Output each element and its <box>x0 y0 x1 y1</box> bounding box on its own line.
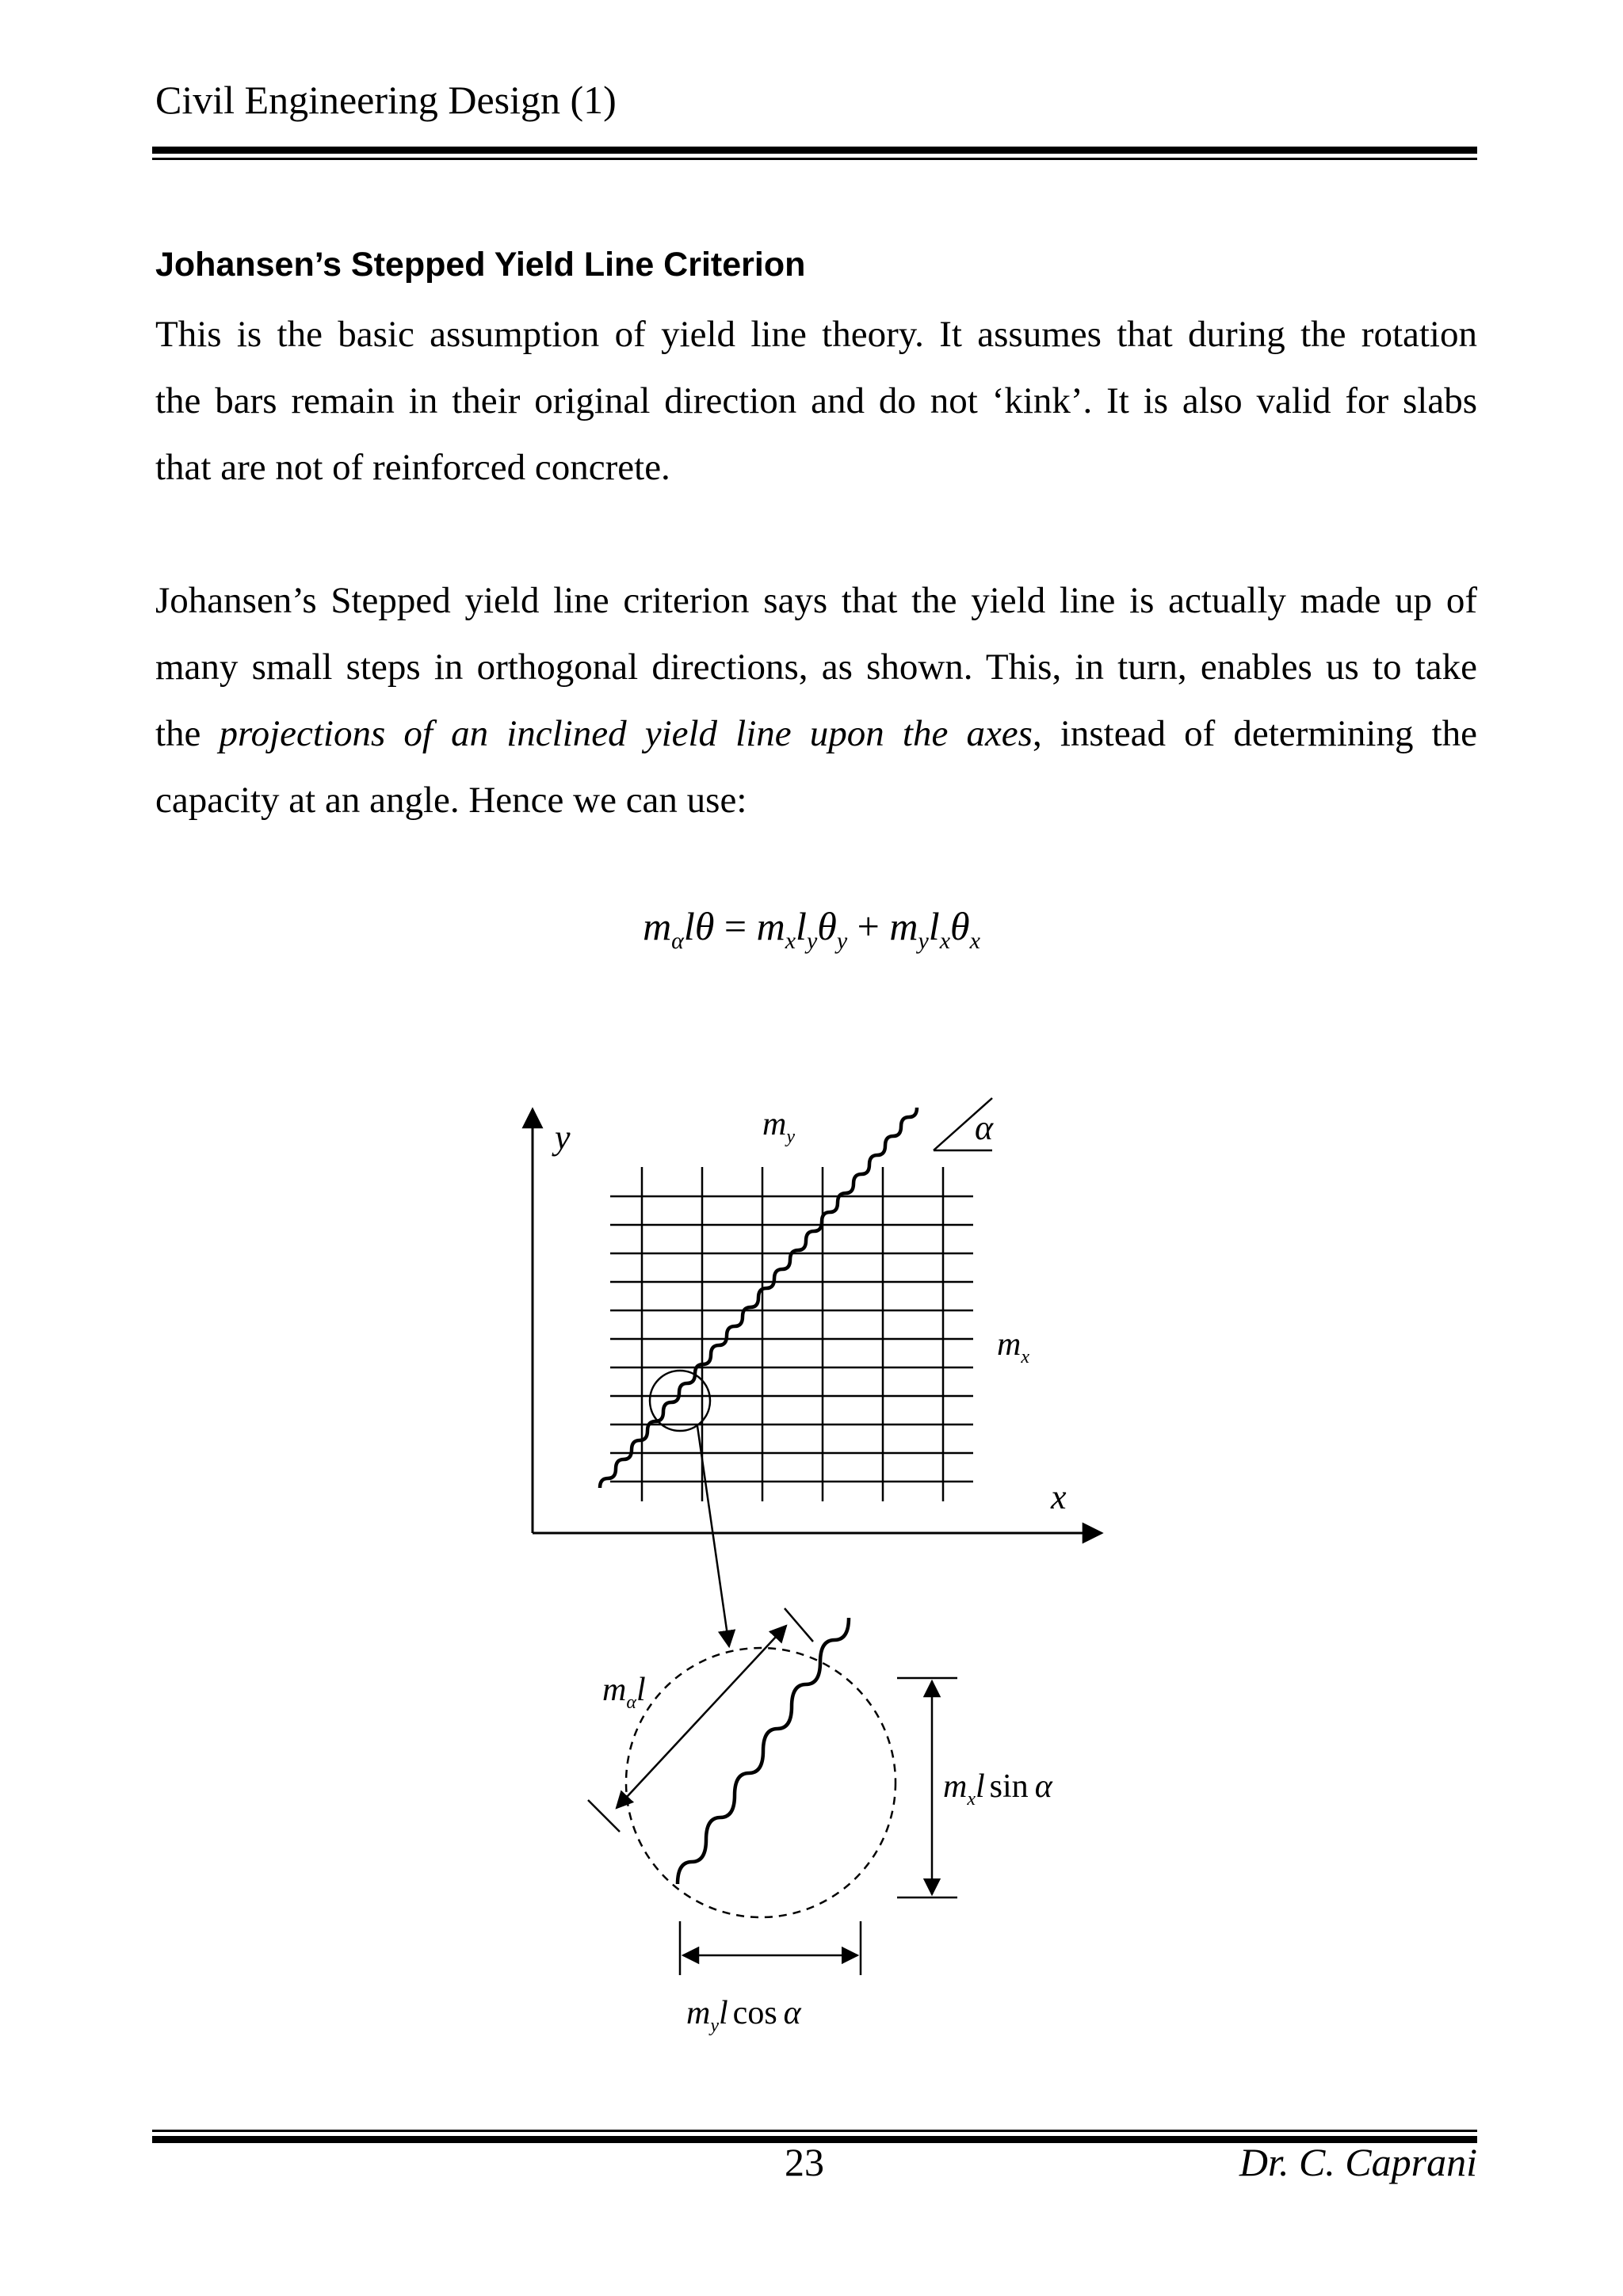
reinforcement-grid <box>610 1167 973 1501</box>
eq-subscript: y <box>836 928 848 954</box>
detail-marker-circle <box>650 1371 710 1431</box>
diagonal-dimension-tick <box>785 1608 813 1642</box>
diagonal-dimension-line <box>617 1626 786 1808</box>
eq-symbol: θ <box>950 904 970 948</box>
eq-subscript: x <box>969 928 980 954</box>
detail-leader-arrow <box>697 1426 729 1646</box>
eq-subscript: y <box>918 928 929 954</box>
detail-yield-line <box>678 1618 849 1884</box>
eq-subscript: x <box>785 928 796 954</box>
eq-symbol: l <box>796 904 807 948</box>
text-line: Johansen’s Stepped yield line criterion says that the yield line is actually made up of <box>155 580 1477 621</box>
my-label: $m_y$ <box>762 1106 795 1147</box>
eq-symbol: θ <box>694 904 715 948</box>
eq-subscript: y <box>806 928 818 954</box>
text-fragment: the <box>155 713 220 754</box>
eq-symbol: m <box>643 904 672 948</box>
y-axis-label: y <box>555 1118 571 1157</box>
eq-symbol: l <box>928 904 940 948</box>
eq-symbol: l <box>683 904 695 948</box>
mx-label: $m_x$ <box>997 1326 1029 1367</box>
section-heading: Johansen’s Stepped Yield Line Criterion <box>155 246 806 284</box>
alpha-label: α <box>975 1108 994 1147</box>
footer-author: Dr. C. Caprani <box>1239 2140 1477 2184</box>
eq-subscript: α <box>671 928 684 954</box>
running-header: Civil Engineering Design (1) <box>155 78 617 122</box>
page-number: 23 <box>785 2140 824 2184</box>
diagonal-dimension-tick <box>588 1800 620 1832</box>
stepped-yield-line <box>600 1108 917 1488</box>
text-line: many small steps in orthogonal directions, as shown. This, in turn, enables us to take <box>155 646 1477 688</box>
emphasis-text: projections of an inclined yield line upon the axes <box>219 713 1033 754</box>
text-fragment: , instead of determining the <box>1032 713 1477 754</box>
m-alpha-l-label: $m_\alpha l$ <box>602 1672 646 1713</box>
text-line: that are not of reinforced concrete. <box>155 447 670 488</box>
eq-operator: + <box>847 904 890 948</box>
eq-subscript: x <box>939 928 951 954</box>
eq-symbol: m <box>756 904 785 948</box>
text-line: This is the basic assumption of yield line theory. It assumes that during the rotation <box>155 314 1477 355</box>
eq-symbol: θ <box>817 904 837 948</box>
detail-view-circle <box>626 1648 896 1917</box>
text-line: capacity at an angle. Hence we can use: <box>155 780 747 821</box>
eq-symbol: m <box>889 904 918 948</box>
text-line: the bars remain in their original direction and do not ‘kink’. It is also valid for slabs <box>155 380 1477 421</box>
x-axis-label: x <box>1051 1478 1067 1516</box>
mx-l-sin-alpha-label: $m_xl$ sin α <box>943 1768 1052 1810</box>
eq-operator: = <box>714 904 757 948</box>
footer-rule-thin <box>152 2130 1477 2132</box>
my-l-cos-alpha-label: $m_yl$ cos α <box>686 1995 801 2036</box>
